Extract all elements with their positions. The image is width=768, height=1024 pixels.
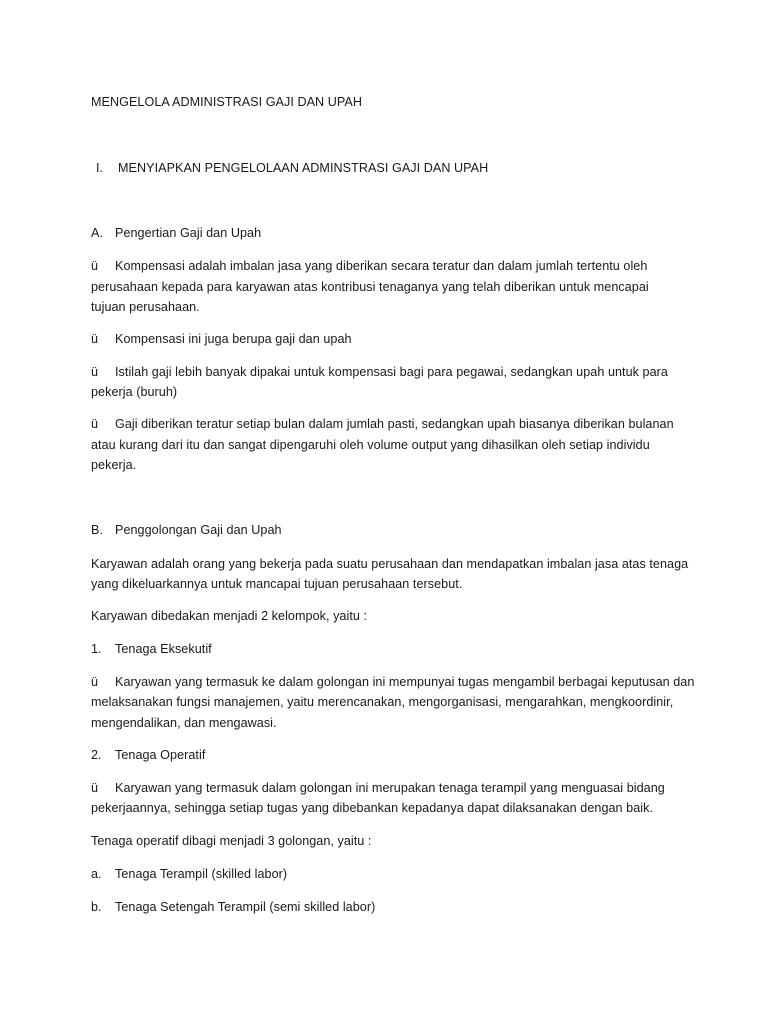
section-b-paragraph-3: Tenaga operatif dibagi menjadi 3 golongan, yaitu : <box>91 834 372 848</box>
item-2-desc-line-1 <box>91 778 665 798</box>
section-b-paragraph-1-line-2: yang dikeluarkannya untuk mancapai tujuan perusahaan tersebut. <box>91 577 463 591</box>
section-b-number: B. <box>91 523 103 537</box>
paragraph-text: Karyawan yang termasuk ke dalam golongan ini mempunyai tugas mengambil berbagai keputusan dan <box>115 675 695 689</box>
section-a-paragraph-1-line-1 <box>91 256 647 276</box>
sub-item-a <box>91 864 287 884</box>
bullet-mark: ü <box>91 332 99 346</box>
section-a-paragraph-4-line-1 <box>91 414 674 434</box>
section-b-heading <box>91 520 282 540</box>
paragraph-text: Istilah gaji lebih banyak dipakai untuk kompensasi bagi para pegawai, sedangkan upah untuk para <box>115 365 668 379</box>
section-a-paragraph-4-line-2: atau kurang dari itu dan sangat dipengaruhi oleh volume output yang dihasilkan oleh setiap individu <box>91 438 650 452</box>
list-item-1 <box>91 639 212 659</box>
section-b-paragraph-1-line-1: Karyawan adalah orang yang bekerja pada suatu perusahaan dan mendapatkan imbalan jasa atas tenaga <box>91 557 689 571</box>
section-i-text: MENYIAPKAN PENGELOLAAN ADMINSTRASI GAJI DAN UPAH <box>118 161 489 175</box>
section-b-paragraph-2: Karyawan dibedakan menjadi 2 kelompok, yaitu : <box>91 609 368 623</box>
sub-item-a-label: Tenaga Terampil (skilled labor) <box>115 867 288 881</box>
section-a-heading <box>91 223 261 243</box>
section-a-paragraph-1-line-3: tujuan perusahaan. <box>91 300 200 314</box>
paragraph-text: Kompensasi ini juga berupa gaji dan upah <box>115 332 352 346</box>
sub-item-b <box>91 897 375 917</box>
section-a-paragraph-3-line-1 <box>91 362 668 382</box>
sub-item-a-letter: a. <box>91 867 102 881</box>
bullet-mark: ü <box>91 675 99 689</box>
item-1-desc-line-3: mengendalikan, dan mengawasi. <box>91 716 277 730</box>
list-item-1-number: 1. <box>91 642 102 656</box>
sub-item-b-letter: b. <box>91 900 102 914</box>
section-b-title: Penggolongan Gaji dan Upah <box>115 523 282 537</box>
document-title: MENGELOLA ADMINISTRASI GAJI DAN UPAH <box>91 95 362 109</box>
list-item-2 <box>91 745 205 765</box>
list-item-1-label: Tenaga Eksekutif <box>115 642 212 656</box>
item-1-desc-line-2: melaksanakan fungsi manajemen, yaitu merencanakan, mengorganisasi, mengarahkan, mengkoordinir, <box>91 695 674 709</box>
section-a-paragraph-3-line-2: pekerja (buruh) <box>91 385 178 399</box>
paragraph-text: Karyawan yang termasuk dalam golongan ini merupakan tenaga terampil yang menguasai bidang <box>115 781 665 795</box>
item-1-desc-line-1 <box>91 672 694 692</box>
paragraph-text: Gaji diberikan teratur setiap bulan dalam jumlah pasti, sedangkan upah biasanya diberikan bulanan <box>115 417 674 431</box>
section-a-paragraph-1-line-2: perusahaan kepada para karyawan atas kontribusi tenaganya yang telah diberikan untuk mencapai <box>91 280 649 294</box>
bullet-mark: ü <box>91 417 99 431</box>
list-item-2-label: Tenaga Operatif <box>115 748 206 762</box>
bullet-mark: ü <box>91 781 99 795</box>
section-a-title: Pengertian Gaji dan Upah <box>115 226 262 240</box>
sub-item-b-label: Tenaga Setengah Terampil (semi skilled labor) <box>115 900 376 914</box>
section-a-paragraph-4-line-3: pekerja. <box>91 458 137 472</box>
section-a-number: A. <box>91 226 103 240</box>
section-a-paragraph-2 <box>91 329 352 349</box>
bullet-mark: ü <box>91 259 99 273</box>
bullet-mark: ü <box>91 365 99 379</box>
section-i-heading <box>96 158 488 178</box>
section-i-number: I. <box>96 161 104 175</box>
paragraph-text: Kompensasi adalah imbalan jasa yang diberikan secara teratur dan dalam jumlah tertentu oleh <box>115 259 648 273</box>
item-2-desc-line-2: pekerjaannya, sehingga setiap tugas yang dibebankan kepadanya dapat dilaksanakan dengan baik. <box>91 801 654 815</box>
list-item-2-number: 2. <box>91 748 102 762</box>
